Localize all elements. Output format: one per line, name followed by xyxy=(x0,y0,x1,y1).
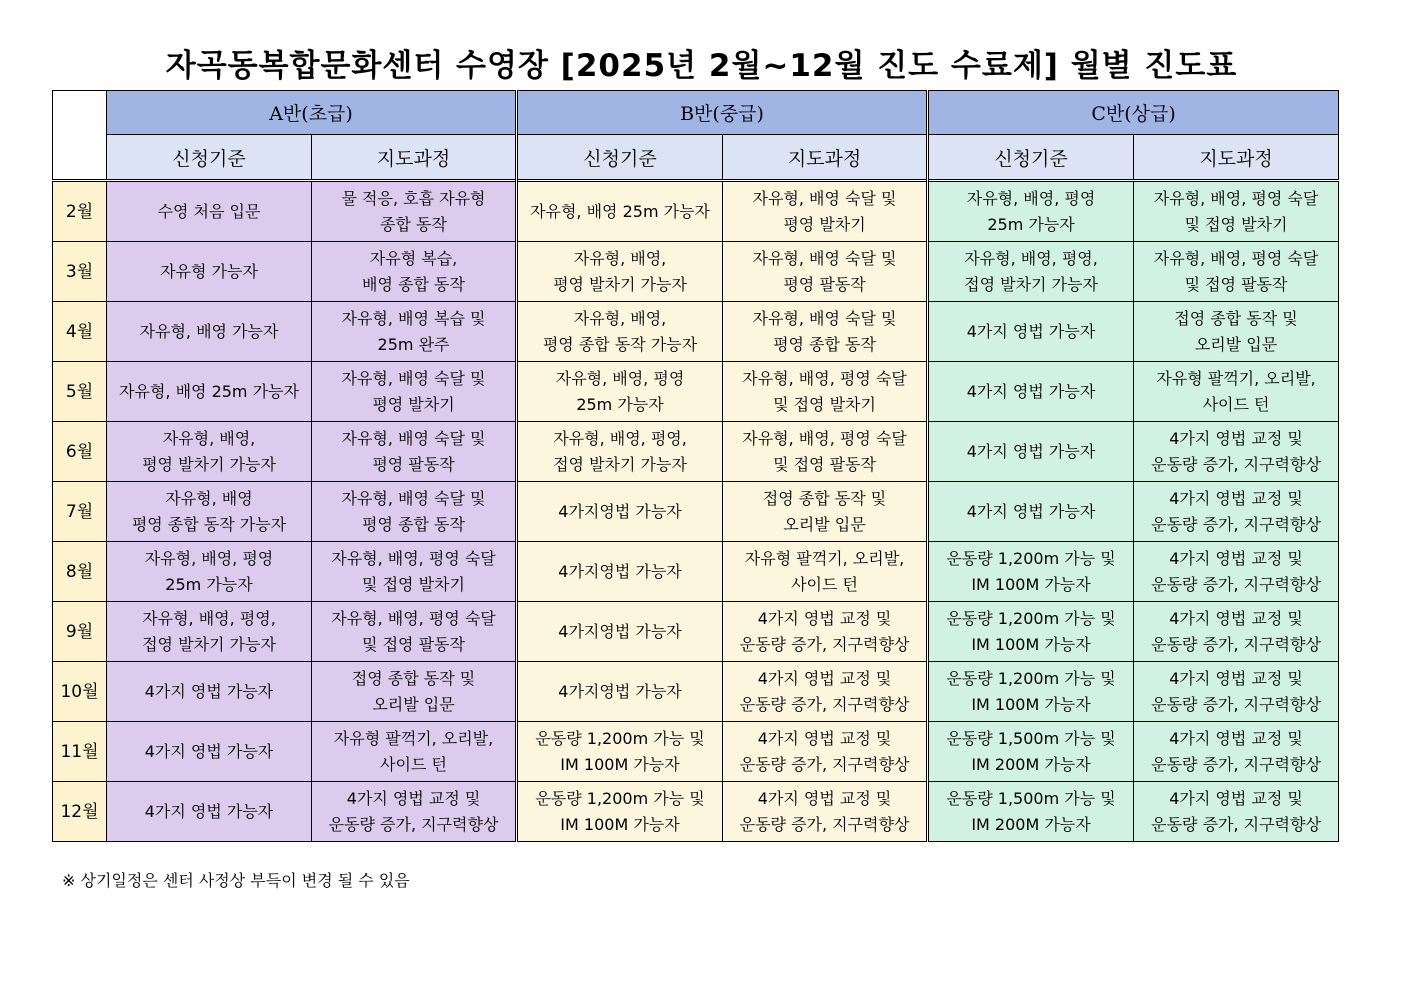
b-curriculum-cell xyxy=(723,181,928,242)
c-criteria-cell xyxy=(928,542,1134,602)
month-cell-text: 2월 xyxy=(65,201,94,222)
month-cell xyxy=(53,722,107,782)
b-criteria-cell xyxy=(517,302,723,362)
b-criteria-cell xyxy=(517,722,723,782)
sub-header-row xyxy=(53,135,1339,181)
b-criteria-cell xyxy=(517,181,723,242)
b-curriculum-cell-text: 자유형, 배영 숙달 및 평영 팔동작 xyxy=(752,248,897,294)
footnote: ※ 상기일정은 센터 사정상 부득이 변경 될 수 있음 xyxy=(62,871,410,890)
c-criteria-cell xyxy=(928,722,1134,782)
a-criteria-cell xyxy=(107,302,312,362)
c-criteria-cell-text: 운동량 1,200m 가능 및 IM 100M 가능자 xyxy=(946,668,1116,714)
b-criteria-cell xyxy=(517,242,723,302)
a-curriculum-cell-text: 물 적응, 호흡 자유형 종합 동작 xyxy=(341,188,486,234)
b-curriculum-cell xyxy=(723,422,928,482)
b-curriculum-cell xyxy=(723,782,928,842)
c-criteria-cell xyxy=(928,181,1134,242)
month-cell-text: 6월 xyxy=(65,441,94,462)
month-cell-text: 11월 xyxy=(60,741,99,762)
c-curriculum-cell-text: 접영 종합 동작 및 오리발 입문 xyxy=(1174,308,1298,354)
group-header-a: A반(초급) xyxy=(107,91,517,135)
month-cell xyxy=(53,362,107,422)
b-curriculum-cell xyxy=(723,542,928,602)
table-row xyxy=(53,302,1339,362)
c-criteria-cell-text: 운동량 1,500m 가능 및 IM 200M 가능자 xyxy=(946,728,1116,774)
month-cell-text: 3월 xyxy=(65,261,94,282)
c-curriculum-cell xyxy=(1134,662,1339,722)
c-curriculum-cell xyxy=(1134,242,1339,302)
c-curriculum-cell xyxy=(1134,722,1339,782)
a-criteria-cell-text: 수영 처음 입문 xyxy=(157,201,261,221)
a-criteria-cell-text: 자유형, 배영 가능자 xyxy=(139,321,279,341)
c-curriculum-cell xyxy=(1134,181,1339,242)
a-criteria-cell xyxy=(107,482,312,542)
b-criteria-cell-text: 4가지영법 가능자 xyxy=(558,501,682,521)
b-curriculum-cell xyxy=(723,242,928,302)
b-criteria-cell xyxy=(517,482,723,542)
c-criteria-cell xyxy=(928,782,1134,842)
subheader-b-criteria: 신청기준 xyxy=(517,135,723,181)
month-cell xyxy=(53,482,107,542)
a-curriculum-cell xyxy=(312,662,517,722)
month-cell-text: 9월 xyxy=(65,621,94,642)
a-criteria-cell xyxy=(107,242,312,302)
b-curriculum-cell-text: 자유형 팔꺽기, 오리발, 사이드 턴 xyxy=(744,548,905,594)
group-header-c: C반(상급) xyxy=(928,91,1339,135)
c-criteria-cell-text: 4가지 영법 가능자 xyxy=(966,441,1096,461)
c-curriculum-cell-text: 자유형, 배영, 평영 숙달 및 접영 발차기 xyxy=(1153,188,1319,234)
b-criteria-cell xyxy=(517,602,723,662)
a-curriculum-cell xyxy=(312,362,517,422)
table-row xyxy=(53,782,1339,842)
a-curriculum-cell-text: 자유형, 배영 복습 및 25m 완주 xyxy=(341,308,486,354)
a-curriculum-cell-text: 자유형, 배영 숙달 및 평영 팔동작 xyxy=(341,428,486,474)
c-criteria-cell-text: 운동량 1,500m 가능 및 IM 200M 가능자 xyxy=(946,788,1116,834)
a-criteria-cell xyxy=(107,782,312,842)
c-curriculum-cell-text: 자유형 팔꺽기, 오리발, 사이드 턴 xyxy=(1156,368,1316,414)
b-criteria-cell xyxy=(517,782,723,842)
b-criteria-cell xyxy=(517,542,723,602)
a-curriculum-cell-text: 자유형, 배영 숙달 및 평영 종합 동작 xyxy=(341,488,486,534)
a-criteria-cell-text: 자유형, 배영 25m 가능자 xyxy=(119,381,299,401)
b-criteria-cell-text: 자유형, 배영 25m 가능자 xyxy=(530,201,710,221)
month-cell xyxy=(53,302,107,362)
table-row xyxy=(53,422,1339,482)
a-curriculum-cell-text: 자유형, 배영 숙달 및 평영 발차기 xyxy=(341,368,486,414)
schedule-body xyxy=(53,181,1339,842)
a-criteria-cell-text: 자유형, 배영, 평영, 접영 발차기 가능자 xyxy=(142,608,276,654)
month-cell xyxy=(53,181,107,242)
month-cell-text: 4월 xyxy=(65,321,94,342)
c-criteria-cell-text: 운동량 1,200m 가능 및 IM 100M 가능자 xyxy=(946,548,1116,594)
a-curriculum-cell xyxy=(312,302,517,362)
a-criteria-cell-text: 자유형, 배영 평영 종합 동작 가능자 xyxy=(131,488,287,534)
c-curriculum-cell-text: 4가지 영법 교정 및 운동량 증가, 지구력향상 xyxy=(1151,788,1321,834)
a-curriculum-cell-text: 자유형, 배영, 평영 숙달 및 접영 발차기 xyxy=(331,548,496,594)
b-criteria-cell-text: 자유형, 배영, 평영 25m 가능자 xyxy=(555,368,685,414)
c-curriculum-cell xyxy=(1134,482,1339,542)
b-criteria-cell xyxy=(517,362,723,422)
c-curriculum-cell xyxy=(1134,602,1339,662)
a-curriculum-cell-text: 접영 종합 동작 및 오리발 입문 xyxy=(351,668,476,714)
month-cell xyxy=(53,242,107,302)
b-curriculum-cell xyxy=(723,662,928,722)
page-title: 자곡동복합문화센터 수영장 [2025년 2월~12월 진도 수료제] 월별 진도표 xyxy=(165,48,1238,84)
group-header-b: B반(중급) xyxy=(517,91,928,135)
b-curriculum-cell-text: 4가지 영법 교정 및 운동량 증가, 지구력향상 xyxy=(739,728,910,774)
a-curriculum-cell-text: 자유형, 배영, 평영 숙달 및 접영 팔동작 xyxy=(331,608,496,654)
month-cell-text: 10월 xyxy=(60,681,99,702)
b-curriculum-cell-text: 자유형, 배영, 평영 숙달 및 접영 팔동작 xyxy=(742,428,907,474)
b-criteria-cell-text: 4가지영법 가능자 xyxy=(558,561,682,581)
a-criteria-cell-text: 4가지 영법 가능자 xyxy=(144,681,274,701)
table-row xyxy=(53,662,1339,722)
table-row xyxy=(53,482,1339,542)
a-curriculum-cell-text: 자유형 팔꺽기, 오리발, 사이드 턴 xyxy=(333,728,494,774)
b-criteria-cell xyxy=(517,422,723,482)
schedule-table xyxy=(52,90,1339,842)
b-criteria-cell-text: 4가지영법 가능자 xyxy=(558,621,682,641)
c-criteria-cell xyxy=(928,302,1134,362)
a-criteria-cell-text: 4가지 영법 가능자 xyxy=(144,801,274,821)
b-curriculum-cell-text: 자유형, 배영 숙달 및 평영 발차기 xyxy=(752,188,897,234)
month-cell xyxy=(53,602,107,662)
b-criteria-cell-text: 자유형, 배영, 평영 종합 동작 가능자 xyxy=(542,308,698,354)
b-criteria-cell-text: 자유형, 배영, 평영 발차기 가능자 xyxy=(553,248,687,294)
c-curriculum-cell xyxy=(1134,302,1339,362)
a-criteria-cell xyxy=(107,542,312,602)
month-cell-text: 7월 xyxy=(65,501,94,522)
a-criteria-cell xyxy=(107,422,312,482)
b-criteria-cell-text: 운동량 1,200m 가능 및 IM 100M 가능자 xyxy=(535,788,705,834)
c-criteria-cell-text: 자유형, 배영, 평영, 접영 발차기 가능자 xyxy=(964,248,1098,294)
a-curriculum-cell xyxy=(312,722,517,782)
table-row xyxy=(53,242,1339,302)
subheader-c-curriculum: 지도과정 xyxy=(1134,135,1339,181)
table-row xyxy=(53,542,1339,602)
a-criteria-cell-text: 자유형, 배영, 평영 25m 가능자 xyxy=(144,548,274,594)
month-cell xyxy=(53,422,107,482)
a-curriculum-cell xyxy=(312,181,517,242)
subheader-b-curriculum: 지도과정 xyxy=(723,135,928,181)
c-criteria-cell-text: 4가지 영법 가능자 xyxy=(966,381,1096,401)
a-criteria-cell xyxy=(107,662,312,722)
c-curriculum-cell-text: 4가지 영법 교정 및 운동량 증가, 지구력향상 xyxy=(1151,548,1321,594)
table-row xyxy=(53,722,1339,782)
subheader-a-curriculum: 지도과정 xyxy=(312,135,517,181)
table-row xyxy=(53,602,1339,662)
a-curriculum-cell xyxy=(312,542,517,602)
a-curriculum-cell xyxy=(312,602,517,662)
a-criteria-cell xyxy=(107,362,312,422)
c-criteria-cell-text: 자유형, 배영, 평영 25m 가능자 xyxy=(966,188,1096,234)
a-curriculum-cell xyxy=(312,482,517,542)
c-curriculum-cell-text: 4가지 영법 교정 및 운동량 증가, 지구력향상 xyxy=(1151,668,1321,714)
a-curriculum-cell xyxy=(312,782,517,842)
a-criteria-cell xyxy=(107,722,312,782)
c-curriculum-cell-text: 4가지 영법 교정 및 운동량 증가, 지구력향상 xyxy=(1151,608,1321,654)
c-criteria-cell xyxy=(928,602,1134,662)
b-curriculum-cell xyxy=(723,302,928,362)
c-curriculum-cell xyxy=(1134,422,1339,482)
table-row xyxy=(53,362,1339,422)
month-cell xyxy=(53,782,107,842)
a-criteria-cell-text: 자유형 가능자 xyxy=(160,261,258,281)
a-curriculum-cell xyxy=(312,242,517,302)
b-criteria-cell-text: 자유형, 배영, 평영, 접영 발차기 가능자 xyxy=(553,428,687,474)
c-criteria-cell xyxy=(928,362,1134,422)
c-curriculum-cell xyxy=(1134,542,1339,602)
c-curriculum-cell-text: 4가지 영법 교정 및 운동량 증가, 지구력향상 xyxy=(1151,488,1321,534)
month-cell xyxy=(53,542,107,602)
month-cell xyxy=(53,662,107,722)
a-criteria-cell-text: 4가지 영법 가능자 xyxy=(144,741,274,761)
table-row xyxy=(53,181,1339,242)
c-criteria-cell xyxy=(928,662,1134,722)
b-curriculum-cell-text: 자유형, 배영, 평영 숙달 및 접영 발차기 xyxy=(742,368,907,414)
b-curriculum-cell xyxy=(723,602,928,662)
a-curriculum-cell-text: 자유형 복습, 배영 종합 동작 xyxy=(362,248,465,294)
c-criteria-cell xyxy=(928,422,1134,482)
b-curriculum-cell-text: 자유형, 배영 숙달 및 평영 종합 동작 xyxy=(752,308,897,354)
a-curriculum-cell xyxy=(312,422,517,482)
b-curriculum-cell xyxy=(723,722,928,782)
a-criteria-cell xyxy=(107,602,312,662)
c-criteria-cell xyxy=(928,242,1134,302)
c-criteria-cell-text: 4가지 영법 가능자 xyxy=(966,501,1096,521)
month-cell-text: 5월 xyxy=(65,381,94,402)
month-cell-text: 8월 xyxy=(65,561,94,582)
b-curriculum-cell xyxy=(723,362,928,422)
corner-cell xyxy=(53,91,107,181)
a-criteria-cell-text: 자유형, 배영, 평영 발차기 가능자 xyxy=(142,428,276,474)
b-criteria-cell-text: 4가지영법 가능자 xyxy=(558,681,682,701)
group-header-row xyxy=(53,91,1339,135)
c-curriculum-cell-text: 4가지 영법 교정 및 운동량 증가, 지구력향상 xyxy=(1151,728,1321,774)
c-criteria-cell xyxy=(928,482,1134,542)
c-curriculum-cell xyxy=(1134,782,1339,842)
c-curriculum-cell-text: 자유형, 배영, 평영 숙달 및 접영 팔동작 xyxy=(1153,248,1319,294)
a-curriculum-cell-text: 4가지 영법 교정 및 운동량 증가, 지구력향상 xyxy=(328,788,499,834)
b-criteria-cell-text: 운동량 1,200m 가능 및 IM 100M 가능자 xyxy=(535,728,705,774)
subheader-a-criteria: 신청기준 xyxy=(107,135,312,181)
b-curriculum-cell-text: 4가지 영법 교정 및 운동량 증가, 지구력향상 xyxy=(739,788,910,834)
c-curriculum-cell xyxy=(1134,362,1339,422)
c-criteria-cell-text: 4가지 영법 가능자 xyxy=(966,321,1096,341)
b-curriculum-cell-text: 4가지 영법 교정 및 운동량 증가, 지구력향상 xyxy=(739,668,910,714)
a-criteria-cell xyxy=(107,181,312,242)
b-curriculum-cell-text: 접영 종합 동작 및 오리발 입문 xyxy=(762,488,887,534)
c-curriculum-cell-text: 4가지 영법 교정 및 운동량 증가, 지구력향상 xyxy=(1151,428,1321,474)
b-criteria-cell xyxy=(517,662,723,722)
b-curriculum-cell-text: 4가지 영법 교정 및 운동량 증가, 지구력향상 xyxy=(739,608,910,654)
b-curriculum-cell xyxy=(723,482,928,542)
subheader-c-criteria: 신청기준 xyxy=(928,135,1134,181)
month-cell-text: 12월 xyxy=(60,801,99,822)
c-criteria-cell-text: 운동량 1,200m 가능 및 IM 100M 가능자 xyxy=(946,608,1116,654)
